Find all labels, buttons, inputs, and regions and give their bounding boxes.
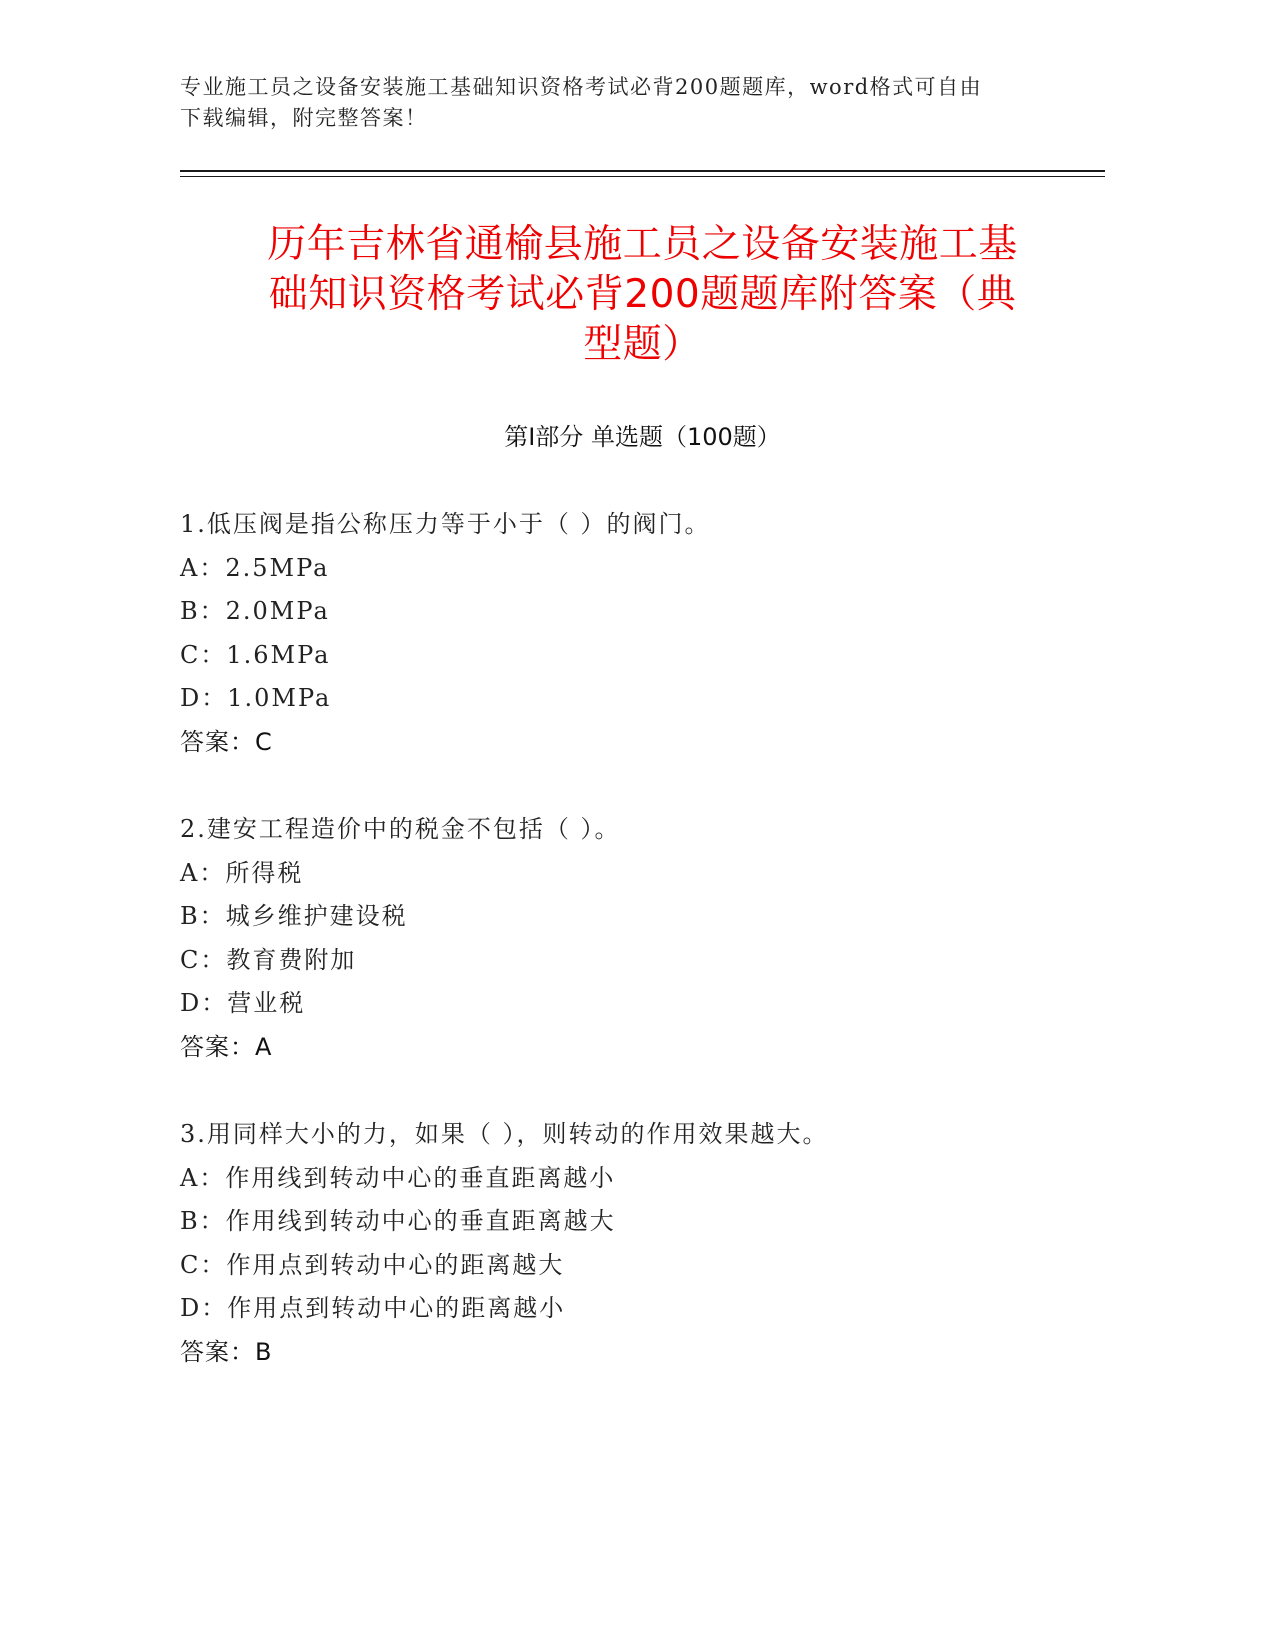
question-3 xyxy=(180,1113,1105,1374)
header-note xyxy=(180,72,1050,134)
answer-value: C xyxy=(255,727,272,756)
question-stem: 1.低压阀是指公称压力等于小于（ ）的阀门。 xyxy=(180,510,711,538)
option-a: A：所得税 xyxy=(180,858,304,887)
section-heading: 第Ⅰ部分 单选题（100题） xyxy=(504,423,781,451)
answer-value: B xyxy=(255,1337,272,1366)
answer-label: 答案： xyxy=(180,1032,255,1061)
header-note-line-1: 专业施工员之设备安装施工基础知识资格考试必背200题题库，word格式可自由 xyxy=(180,75,983,99)
header-note-line-2: 下载编辑，附完整答案！ xyxy=(180,106,428,130)
answer-value: A xyxy=(255,1032,272,1061)
answer-line xyxy=(180,721,1105,765)
option-d: D：营业税 xyxy=(180,989,306,1017)
option-c: C：1.6MPa xyxy=(180,640,331,669)
document-title-line-3: 型题） xyxy=(583,322,702,367)
option-a: A：2.5MPa xyxy=(180,553,330,582)
question-stem: 3.用同样大小的力，如果（ ），则转动的作用效果越大。 xyxy=(180,1120,829,1148)
answer-line xyxy=(180,1026,1105,1070)
option-d: D：作用点到转动中心的距离越小 xyxy=(180,1294,566,1322)
option-b: B：2.0MPa xyxy=(180,597,330,625)
document-title-line-1: 历年吉林省通榆县施工员之设备安装施工基 xyxy=(267,222,1018,267)
question-1 xyxy=(180,503,1105,764)
question-stem: 2.建安工程造价中的税金不包括（ ）。 xyxy=(180,815,621,843)
header-divider-thick xyxy=(180,170,1105,172)
answer-label: 答案： xyxy=(180,1337,255,1366)
document-title-line-2: 础知识资格考试必背200题题库附答案（典 xyxy=(268,272,1017,317)
document-title xyxy=(180,220,1105,370)
option-c: C：教育费附加 xyxy=(180,945,357,974)
option-b: B：城乡维护建设税 xyxy=(180,902,408,930)
header-divider-thin xyxy=(180,176,1105,177)
option-d: D：1.0MPa xyxy=(180,684,332,712)
answer-line xyxy=(180,1331,1105,1375)
option-a: A：作用线到转动中心的垂直距离越小 xyxy=(180,1163,616,1192)
option-c: C：作用点到转动中心的距离越大 xyxy=(180,1250,565,1279)
answer-label: 答案： xyxy=(180,727,255,756)
question-2 xyxy=(180,808,1105,1069)
option-b: B：作用线到转动中心的垂直距离越大 xyxy=(180,1207,616,1235)
